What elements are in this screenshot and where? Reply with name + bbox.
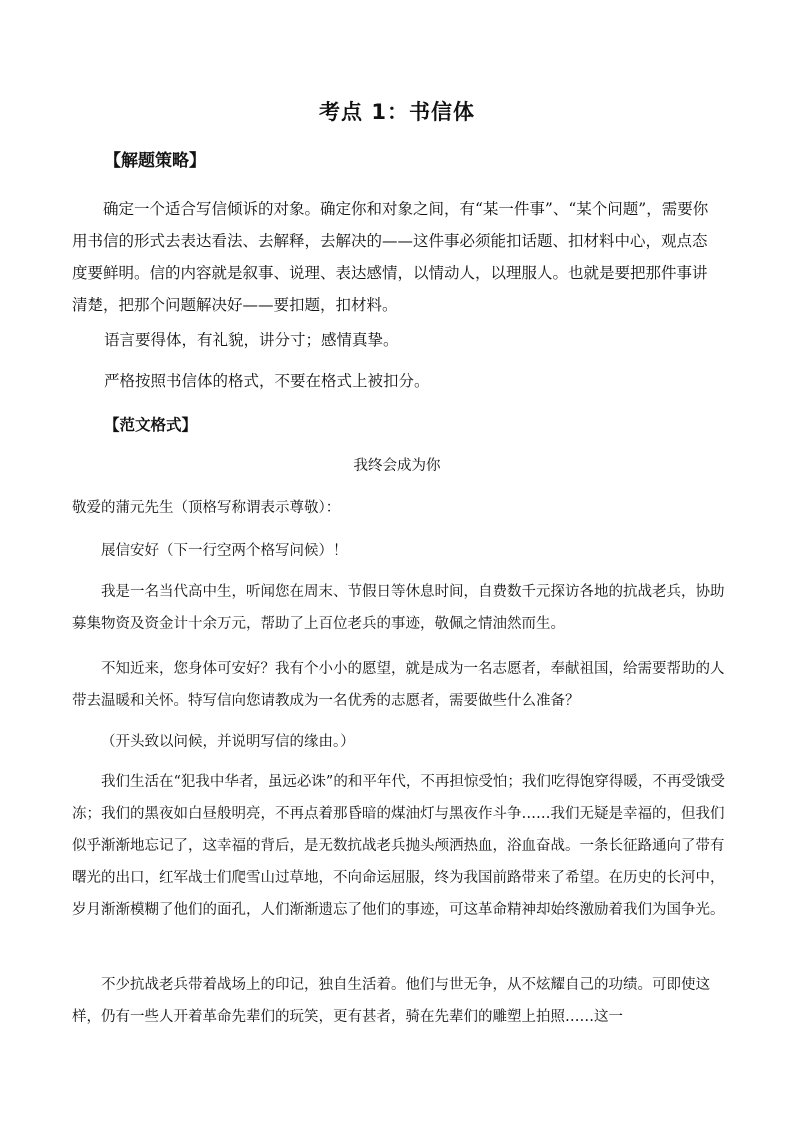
letter-salutation: 敬爱的蒲元先生（顶格写称谓表示尊敬）： <box>72 500 341 516</box>
letter-note: （开头致以问候，并说明写信的缘由。） <box>101 734 355 750</box>
letter-paragraph-2: 不知近来，您身体可安好？我有个小小的愿望，就是成为一名志愿者，奉献祖国，给需要帮助的人带去温暖和关怀。特写信向您请教成为一名优秀的志愿者，需要做些什么准备？ <box>72 661 725 709</box>
letter-paragraph-1: 我是一名当代高中生，听闻您在周末、节假日等休息时间，自费数千元探访各地的抗战老兵，协助募集物资及资金计十余万元，帮助了上百位老兵的事迹，敬佩之情油然而生。 <box>72 584 725 632</box>
page-title: 考点 1：书信体 <box>319 100 475 124</box>
strategy-paragraph-3: 严格按照书信体的格式，不要在格式上被扣分。 <box>104 372 430 390</box>
letter-title: 我终会成为你 <box>353 458 441 474</box>
letter-paragraph-4: 不少抗战老兵带着战场上的印记，独自生活着。他们与世无争，从不炫耀自己的功绩。可即使这样，仍有一些人开着革命先辈们的玩笑，更有甚者，骑在先辈们的雕塑上拍照……这一 <box>72 977 710 1025</box>
format-heading: 【范文格式】 <box>104 415 198 434</box>
letter-greeting: 展信安好（下一行空两个格写问候）！ <box>101 543 348 559</box>
strategy-heading: 【解题策略】 <box>104 151 206 171</box>
letter-paragraph-3: 我们生活在“犯我中华者，虽远必诛”的和平年代，不再担惊受怕；我们吃得饱穿得暖，不再受饿受冻；我们的黑夜如白昼般明亮，不再点着那昏暗的煤油灯与黑夜作斗争……我们无疑是幸福的，但我们似乎渐渐地忘记了，这幸福的背后，是无数抗战老兵抛头颅洒热血，浴血奋战。一条长征路通向了带有曙光的出口，红军战士们爬雪山过草地，不向命运屈服，终为我国前路带来了希望。在历史的长河中，岁月渐渐模糊了他们的面孔，人们渐渐遗忘了他们的事迹，可这革命精神却始终激励着我们为国争光。 <box>72 774 725 918</box>
strategy-paragraph-2: 语言要得体，有礼貌，讲分寸；感情真挚。 <box>104 331 399 349</box>
strategy-paragraph-1: 确定一个适合写信倾诉的对象。确定你和对象之间，有“某一件事”、“某个问题”，需要你用书信的形式去表达看法、去解释，去解决的——这件事必须能扣话题、扣材料中心，观点态度要鲜明。信的内容就是叙事、说理、表达感情，以情动人，以理服人。也就是要把那件事讲清楚，把那个问题解决好——要扣题，扣材料。 <box>72 200 709 314</box>
